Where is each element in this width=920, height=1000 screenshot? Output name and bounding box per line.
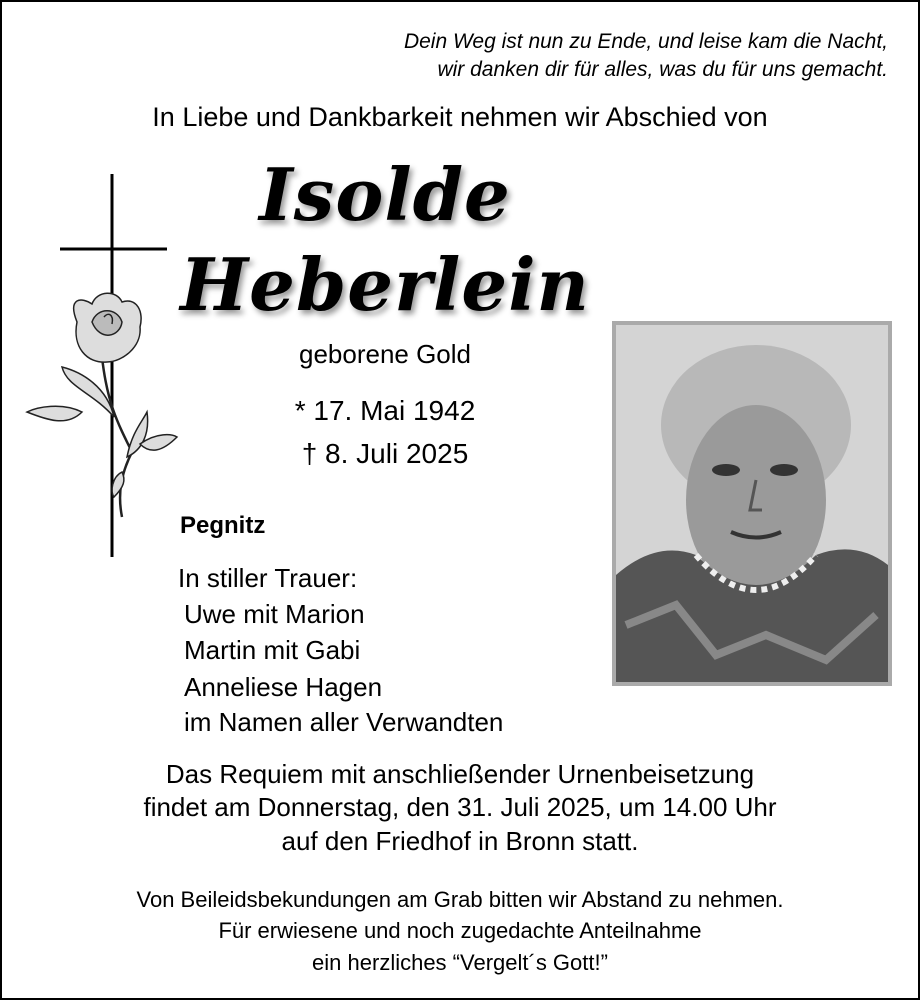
portrait-photo <box>612 321 892 686</box>
death-date: † 8. Juli 2025 <box>301 438 469 469</box>
mourner: Anneliese Hagen <box>184 672 383 702</box>
mourners-heading: In stiller Trauer: <box>178 563 358 593</box>
birth-date: * 17. Mai 1942 <box>294 395 476 426</box>
maiden-name: geborene Gold <box>298 339 472 369</box>
service-line: findet am Donnerstag, den 31. Juli 2025, um 14.00 Uhr <box>143 792 777 822</box>
place: Pegnitz <box>180 512 266 539</box>
first-name: Isolde <box>259 152 511 237</box>
service-line: Das Requiem mit anschließender Urnenbeisetzung <box>165 759 755 789</box>
last-name: Heberlein <box>180 242 590 327</box>
closing-line: ein herzliches “Vergelt´s Gott!” <box>312 950 608 975</box>
verse-line: wir danken dir für alles, was du für uns gemacht. <box>437 58 888 81</box>
mourner: Uwe mit Marion <box>184 599 365 629</box>
mourner: im Namen aller Verwandten <box>184 707 504 737</box>
service-line: auf den Friedhof in Bronn statt. <box>281 826 639 856</box>
closing-line: Von Beileidsbekundungen am Grab bitten wir Abstand zu nehmen. <box>136 887 784 912</box>
mourner: Martin mit Gabi <box>184 635 361 665</box>
intro-text: In Liebe und Dankbarkeit nehmen wir Abschied von <box>152 102 768 132</box>
closing-line: Für erwiesene und noch zugedachte Anteilnahme <box>218 918 702 943</box>
verse-line: Dein Weg ist nun zu Ende, und leise kam die Nacht, <box>403 30 888 53</box>
